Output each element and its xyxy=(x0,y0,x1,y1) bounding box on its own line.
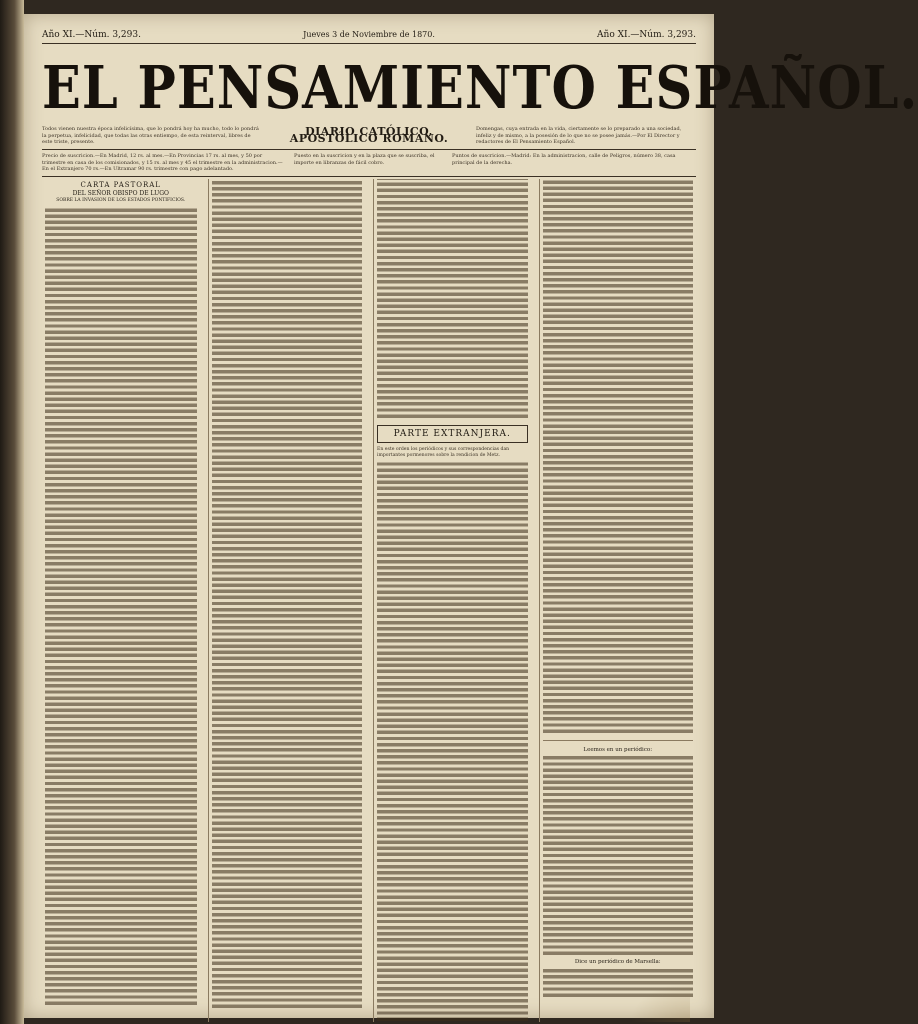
subscription-info xyxy=(42,149,696,177)
column-2-text xyxy=(212,179,363,1009)
newspaper-page xyxy=(24,14,918,1018)
issue-number-right: Año XI.—Núm. 3,293. xyxy=(597,30,696,40)
pastoral-caption: SOBRE LA INVASION DE LOS ESTADOS PONTIFICIOS. xyxy=(56,198,186,203)
book-spine xyxy=(0,0,24,1024)
column-1 xyxy=(42,179,200,1022)
subscription-notice: Puesto en la suscricion y en la plaza que se suscriba, el importe en libranzas de fácil cobro. xyxy=(294,153,435,166)
subscription-admin: Puntos de suscricion.—Madrid: En la administracion, calle de Peligros, número 38, casa principal de la derecha. xyxy=(452,153,676,166)
subtitle: DIARIO CATÓLICO, APOSTÓLICO ROMANO. xyxy=(289,125,449,145)
issue-line xyxy=(42,30,696,44)
column-3-text-top xyxy=(377,179,528,419)
subhead xyxy=(42,126,696,146)
closing-heading: Dice un periódico de Marsella: xyxy=(574,959,661,965)
column-3-text xyxy=(377,462,528,1022)
motto-left: Todos vienen nuestra época infelicísima, que lo pondrá hoy ha mucho, todo lo pondrá la perpetua, infelicidad, que todas las otras entiempo, de esta reinterval, libres de este triste, presente. xyxy=(42,126,259,145)
pastoral-title: CARTA PASTORAL xyxy=(80,181,161,189)
section-heading: Leemos en un periódico: xyxy=(583,747,653,753)
column-2 xyxy=(208,179,366,1022)
foreign-section-title: PARTE EXTRANJERA. xyxy=(377,425,528,443)
column-3 xyxy=(373,179,531,1022)
column-4-text-mid xyxy=(543,756,694,956)
foreign-intro: En este orden los periódicos y sus correspondencias dan importantes pormenores sobre la rendicion de Metz. xyxy=(377,447,510,458)
motto-right: Domengas, cuya entrada en la vida, ciertamente se lo preparado a una sociedad, infeliz y de mismo, a la posesión de lo que no se posee jamás.—Por El Director y redactores de El Pensamiento Español. xyxy=(476,126,682,145)
paper-stain xyxy=(630,982,690,1022)
subscription-prices: Precio de suscricion.—En Madrid, 12 rs. al mes.—En Provincias 17 rs. al mes, y 50 por trimestre en casa de los comisionados, y 15 rs. al mes y 45 el trimestre en la administracion.—En el Extranjero 70 rs.—En Ultramar 90 rs. trimestre con pago adelantado. xyxy=(42,153,283,172)
column-1-text xyxy=(45,206,197,1006)
article-columns xyxy=(42,179,696,1006)
pastoral-subtitle: DEL SEÑOR OBISPO DE LUGO xyxy=(72,190,169,197)
column-4-text-top xyxy=(543,179,694,734)
masthead-title: EL PENSAMIENTO ESPAÑOL. xyxy=(42,54,918,123)
issue-date: Jueves 3 de Noviembre de 1870. xyxy=(303,30,435,39)
column-4 xyxy=(539,179,697,1022)
column-divider xyxy=(543,740,694,741)
issue-number-left: Año XI.—Núm. 3,293. xyxy=(42,30,141,40)
